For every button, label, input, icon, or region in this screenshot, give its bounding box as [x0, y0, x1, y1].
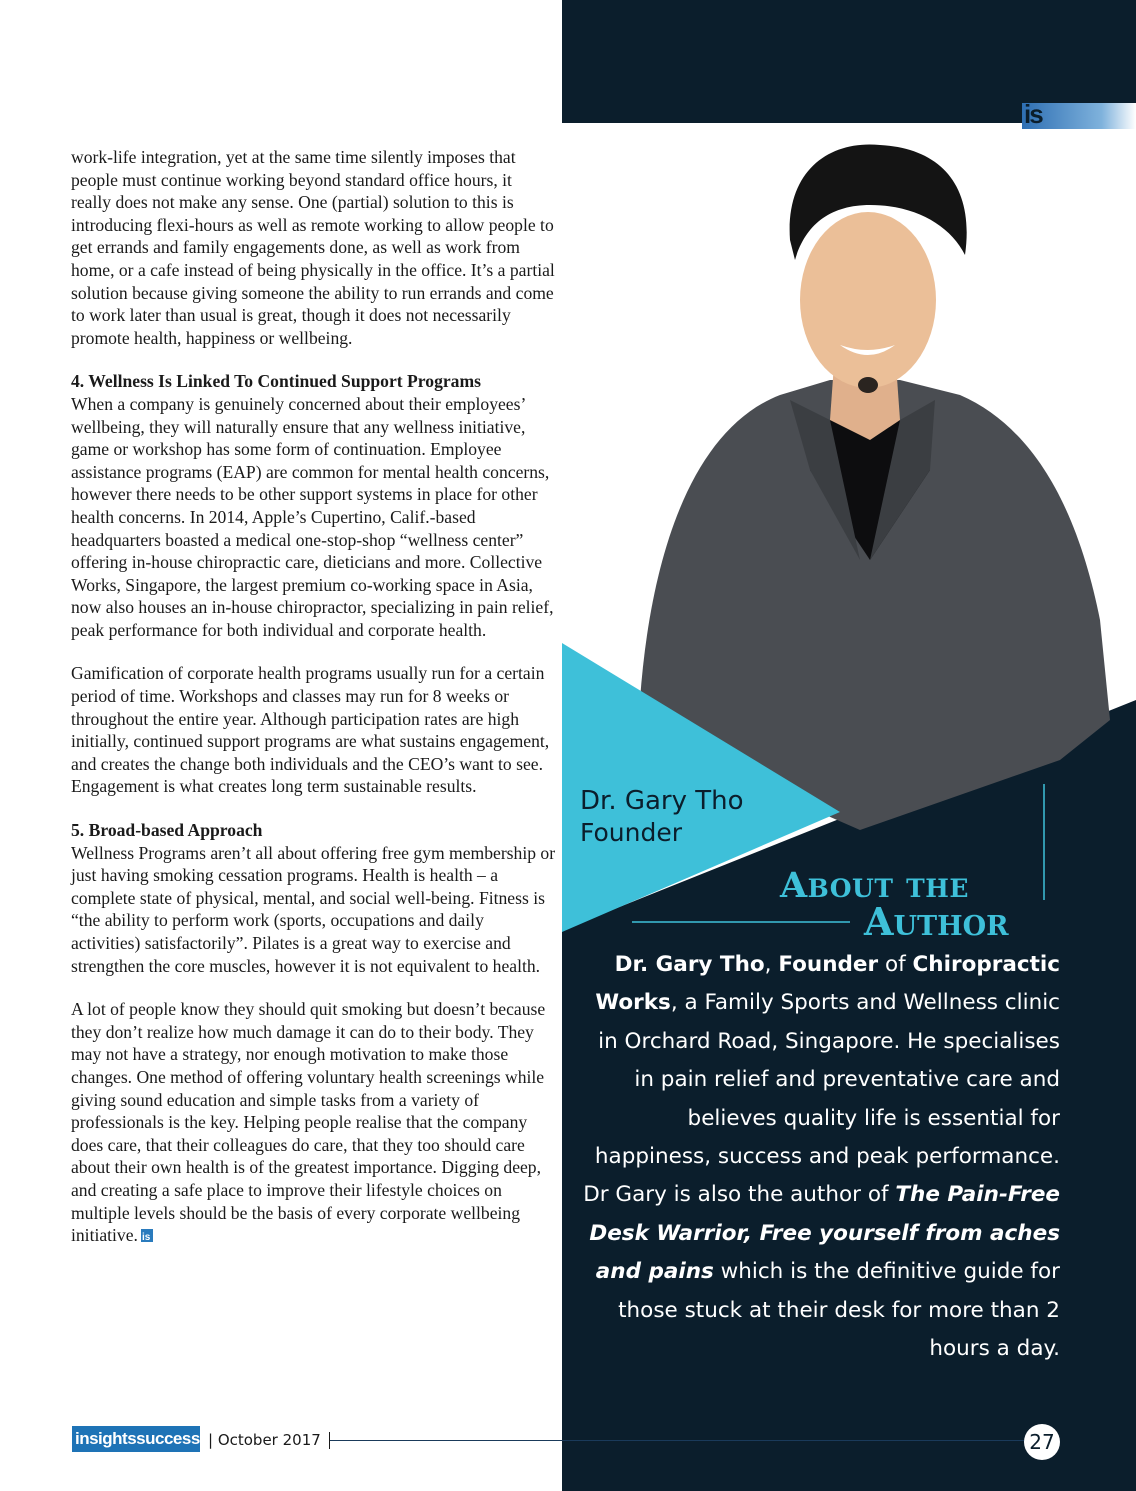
about-heading-line2: Author: [864, 899, 1009, 944]
article-paragraph-2: When a company is genuinely concerned about their employees’ wellbeing, they will naturally ensure that any wellness initiative, game or workshop has some form of continuation. Employee assistance programs (EAP) are common for mental health concerns, however there needs to be other support systems in place for other health concerns. In 2014, Apple’s Cupertino, Calif.-based headquarters boasted a medical one-stop-shop “wellness center” offering in-house chiropractic care, dieticians and more. Collective Works, Singapore, the largest premium co-working space in Asia, now also houses an in-house chiropractor, specializing in pain relief, peak performance for both individual and corporate health.: [71, 393, 554, 640]
bio-organization: Chiropractic Works: [595, 952, 1060, 1016]
bio-text-1: , a Family Sports and Wellness clinic in Orchard Road, Singapore. He specialises in pain relief and preventative care and believes quality life is essential for happiness, success and peak performance. Dr Gary is also the author of: [583, 990, 1060, 1208]
article-paragraph-4: Wellness Programs aren’t all about offering free gym membership or just having smoking cessation programs. Health is health – a complete state of physical, mental, and social well-being. Fitness is “the ability to perform work (sports, occupations and daily activities) satisfactorily”. Pilates is a great way to exercise and strengthen the core muscles, however it is not equivalent to health.: [71, 842, 556, 976]
footer-brand-logo: [72, 1426, 200, 1452]
article-paragraph-5-text: A lot of people know they should quit smoking but doesn’t because they don’t realize how much damage it can do to their body. They may not have a strategy, nor enough motivation to make those changes. One method of offering voluntary health screenings while giving sound education and simple tasks from a variety of professionals is the key. Helping people realise that the company does care, that their colleagues do care, that they too should care about their own health is of the greatest importance. Digging deep, and creating a safe place to improve their lifestyle choices on multiple levels should be the basis of every corporate wellbeing initiative.: [71, 999, 546, 1246]
section-heading-5: 5. Broad-based Approach: [71, 820, 263, 841]
article-paragraph-3: Gamification of corporate health programs usually run for a certain period of time. Workshops and classes may run for 8 weeks or throughout the entire year. Although participation rates are high initially, continued support programs are what sustains engagement, and creates the change both individuals and the CEO’s want to see. Engagement is what creates long term sustainable results.: [71, 663, 550, 797]
section-heading-4: 4. Wellness Is Linked To Continued Support Programs: [71, 371, 481, 392]
header-brand-mark: is: [1024, 99, 1042, 129]
article-paragraph-1: work-life integration, yet at the same time silently imposes that people must continue working beyond standard office hours, it really does not make any sense. One (partial) solution to this is introducing flexi-hours as well as remote working to allow people to get errands and family engagements done, as well as work from home, or a cafe instead of being physically in the office. It’s a partial solution because giving someone the ability to run errands and come to work later than usual is great, though it does not necessarily promote health, happiness or wellbeing.: [71, 147, 555, 348]
author-name: Dr. Gary Tho: [580, 786, 744, 816]
bio-separator: ,: [764, 952, 779, 977]
bio-text-2: which is the definitive guide for those stuck at their desk for more than 2 hours a day.: [618, 1259, 1060, 1362]
bio-of: of: [878, 952, 913, 977]
bio-name: Dr. Gary Tho: [614, 952, 765, 977]
author-portrait: [640, 144, 1110, 830]
footer-issue-date: | October 2017: [208, 1431, 321, 1449]
footer-rule: [330, 1440, 1026, 1441]
bio-role: Founder: [778, 952, 879, 977]
about-heading-line1: About the: [780, 865, 969, 906]
footer-logo-part2: success: [136, 1429, 200, 1448]
footer-logo-part1: insights: [75, 1429, 137, 1448]
author-bio: [572, 946, 1060, 1368]
bio-book-title: The Pain-Free Desk Warrior, Free yourself from aches and pains: [589, 1182, 1060, 1285]
author-role: Founder: [580, 818, 683, 847]
page-number: 27: [1024, 1424, 1060, 1460]
